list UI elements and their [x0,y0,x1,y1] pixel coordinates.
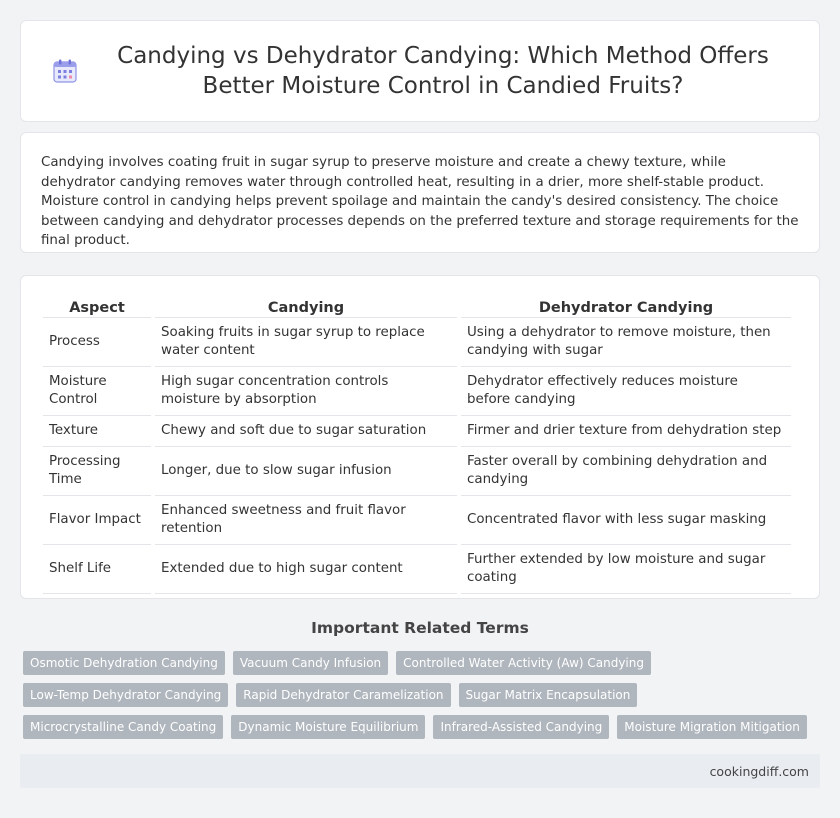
summary-card [20,132,820,253]
comparison-table-card [20,275,820,599]
table-cell-aspect: Moisture Control [43,367,151,416]
related-terms-heading: Important Related Terms [311,619,529,637]
title-card [20,20,820,122]
table-row [43,318,791,367]
table-cell-candying: Extended due to high sugar content [155,545,457,594]
table-cell-candying: High sugar concentration controls moisture by absorption [155,367,457,416]
table-cell-candying: Soaking fruits in sugar syrup to replace water content [155,318,457,367]
table-row [43,447,791,496]
tag-sugar-matrix-encapsulation[interactable]: Sugar Matrix Encapsulation [459,683,638,707]
table-cell-dehydrator: Dehydrator effectively reduces moisture before candying [461,367,791,416]
table-cell-dehydrator: Firmer and drier texture from dehydration step [461,416,791,447]
related-terms-tags [23,651,813,739]
tag-infrared-assisted-candying[interactable]: Infrared-Assisted Candying [433,715,609,739]
table-cell-candying: Enhanced sweetness and fruit flavor retention [155,496,457,545]
tag-moisture-migration-mitigation[interactable]: Moisture Migration Mitigation [617,715,807,739]
table-cell-aspect: Flavor Impact [43,496,151,545]
header-candying: Candying [155,296,457,318]
table-row [43,545,791,594]
tag-dynamic-moisture-equilibrium[interactable]: Dynamic Moisture Equilibrium [231,715,425,739]
tag-microcrystalline-candy-coating[interactable]: Microcrystalline Candy Coating [23,715,223,739]
tag-controlled-water-activity-candying[interactable]: Controlled Water Activity (Aw) Candying [396,651,651,675]
table-cell-aspect: Texture [43,416,151,447]
table-cell-dehydrator: Concentrated flavor with less sugar masking [461,496,791,545]
tag-vacuum-candy-infusion[interactable]: Vacuum Candy Infusion [233,651,388,675]
table-cell-aspect: Process [43,318,151,367]
summary-paragraph: Candying involves coating fruit in sugar syrup to preserve moisture and create a chewy texture, while dehydrator candying removes water through controlled heat, resulting in a drier, more shelf-stable product. Moisture control in candying helps prevent spoilage and maintain the candy's desired consistency. The choice between candying and dehydrator processes depends on the preferred texture and storage requirements for the final product. [41,155,799,248]
calendar-icon [52,58,78,84]
comparison-table [39,296,795,594]
table-cell-dehydrator: Further extended by low moisture and sugar coating [461,545,791,594]
table-row [43,367,791,416]
table-cell-dehydrator: Faster overall by combining dehydration and candying [461,447,791,496]
table-cell-aspect: Processing Time [43,447,151,496]
table-cell-dehydrator: Using a dehydrator to remove moisture, then candying with sugar [461,318,791,367]
tag-rapid-dehydrator-caramelization[interactable]: Rapid Dehydrator Caramelization [236,683,450,707]
header-aspect: Aspect [43,296,151,318]
footer-site-link[interactable]: cookingdiff.com [709,763,809,779]
tag-low-temp-dehydrator-candying[interactable]: Low-Temp Dehydrator Candying [23,683,228,707]
header-dehydrator-candying: Dehydrator Candying [461,296,791,318]
page-title: Candying vs Dehydrator Candying: Which Method Offers Better Moisture Control in Candied Fruits? [117,43,769,99]
table-header-row [43,296,791,318]
table-row [43,496,791,545]
table-row [43,416,791,447]
title-wrap [22,41,818,101]
table-cell-candying: Chewy and soft due to sugar saturation [155,416,457,447]
footer [20,754,820,788]
tag-osmotic-dehydration-candying[interactable]: Osmotic Dehydration Candying [23,651,225,675]
table-cell-candying: Longer, due to slow sugar infusion [155,447,457,496]
table-cell-aspect: Shelf Life [43,545,151,594]
